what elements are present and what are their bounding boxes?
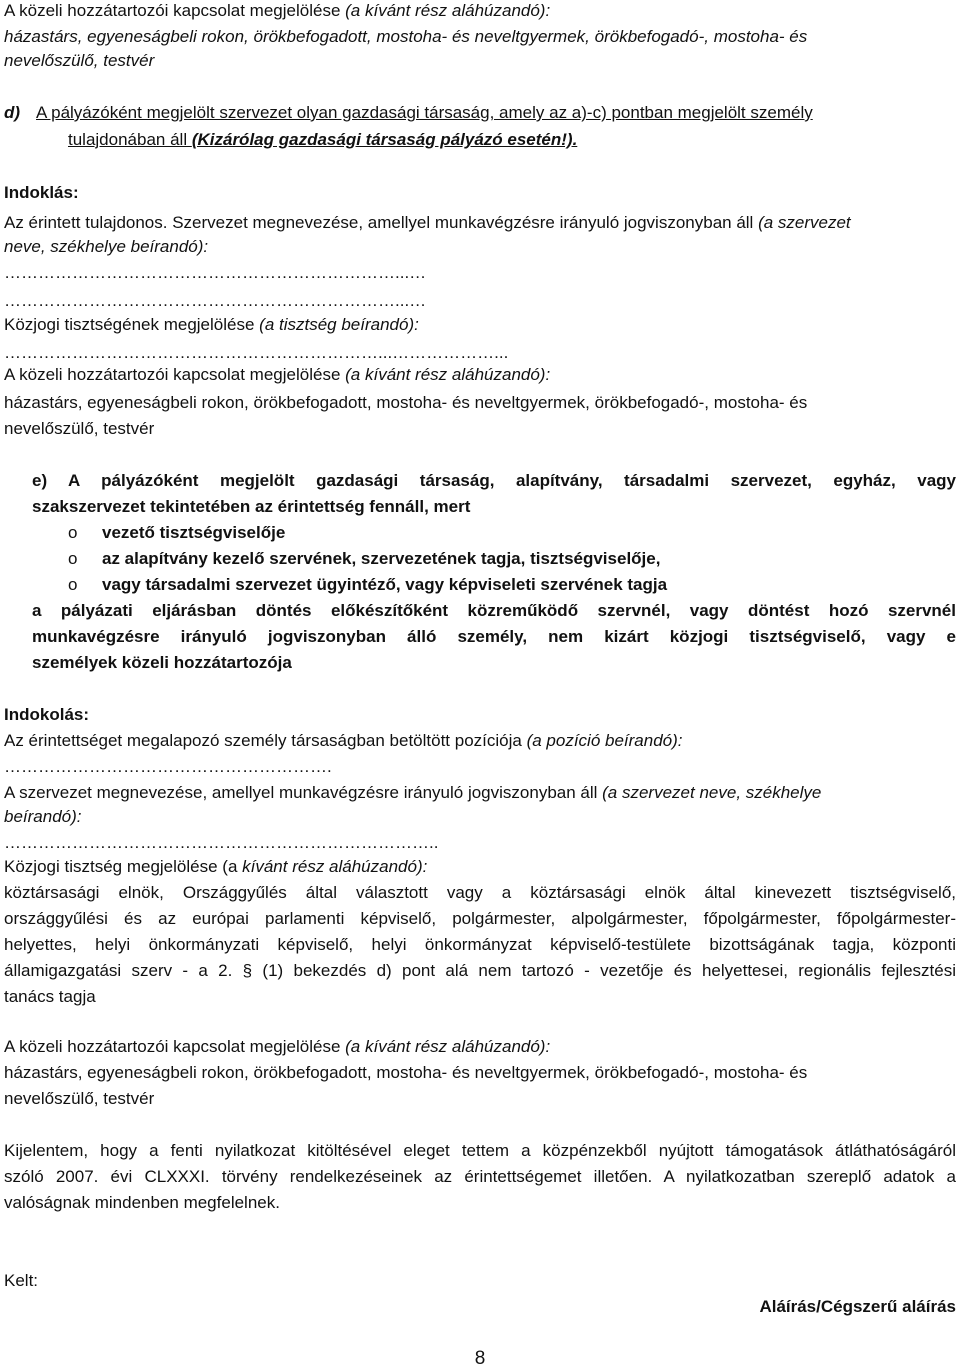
relation-options-line1: házastárs, egyeneságbeli rokon, örökbefogadott, mostoha- és neveltgyermek, örökbefogadó-, mostoha- és xyxy=(4,27,808,46)
declaration-line1: Kijelentem, hogy a fenti nyilatkozat kitöltésével eleget tettem a közpénzekből nyújtott támogatások átláthatóságáról xyxy=(4,1141,956,1160)
item-e-dots5: ………………………………………………………………….. xyxy=(4,833,439,852)
item-e-relation-text: A közeli hozzátartozói kapcsolat megjelölése xyxy=(4,1037,346,1056)
item-d-text2: tulajdonában áll xyxy=(68,130,192,149)
item-e-office-line2: országgyűlési és az európai parlamenti képviselő, polgármester, alpolgármester, főpolgármester, főpolgármester- xyxy=(4,909,956,928)
item-d-relation-line1: házastárs, egyeneságbeli rokon, örökbefogadott, mostoha- és neveltgyermek, örökbefogadó-, mostoha- és xyxy=(4,393,808,412)
item-e-relation-label xyxy=(4,1036,956,1058)
item-e-office-hint: kívánt rész aláhúzandó): xyxy=(242,857,428,876)
item-e-office-line5: tanács tagja xyxy=(4,987,96,1006)
item-d-office-hint: (a tisztség beírandó): xyxy=(259,315,419,334)
relation-label-text: A közeli hozzátartozói kapcsolat megjelölése xyxy=(4,1,346,20)
item-e-relation-line2: nevelőszülő, testvér xyxy=(4,1089,155,1108)
item-d-text: A pályázóként megjelölt szervezet olyan gazdasági társaság, amely az a)-c) pontban megjelölt személy xyxy=(36,103,813,122)
relation-hint: (a kívánt rész aláhúzandó): xyxy=(345,1,551,20)
item-e-office-line1: köztársasági elnök, Országgyűlés által választott vagy a köztársasági elnök által kinevezett tisztségviselő, xyxy=(4,883,956,902)
relation-options-line2: nevelőszülő, testvér xyxy=(4,51,155,70)
signature-label: Aláírás/Cégszerű aláírás xyxy=(759,1297,956,1316)
declaration-line2: szóló 2007. évi CLXXXI. törvény rendelkezéseinek az érintettségemet illetően. A nyilatkozatban szereplő adatok a xyxy=(4,1167,956,1186)
item-d-line1 xyxy=(4,102,956,124)
item-d-line2 xyxy=(68,129,956,151)
item-d-relation-label xyxy=(4,364,956,386)
item-d-org-hint-b: neve, székhelye beírandó): xyxy=(4,237,209,256)
item-e-line1: e) A pályázóként megjelölt gazdasági társaság, alapítvány, társadalmi szervezet, egyház, vagy xyxy=(32,471,956,490)
item-d-affected: Az érintett tulajdonos. xyxy=(4,213,168,232)
item-e-position-label: Az érintettséget megalapozó személy társaságban betöltött pozíciója xyxy=(4,731,527,750)
item-e-office-line3: helyettes, helyi önkormányzati képviselő, helyi önkormányzat képviselő-testülete bizottságának tagja, központi xyxy=(4,935,956,954)
item-e-org-line1 xyxy=(4,782,956,804)
page-number: 8 xyxy=(474,1348,486,1369)
item-e-tail3: személyek közeli hozzátartozója xyxy=(32,653,292,672)
item-e-line2: szakszervezet tekintetében az érintettség fennáll, mert xyxy=(32,497,471,516)
declaration-line3: valóságnak mindenben megfelelnek. xyxy=(4,1193,280,1212)
item-e-justification-label: Indokolás: xyxy=(4,705,90,724)
item-d-affected-line xyxy=(4,212,956,234)
item-e-bullet-3 xyxy=(0,574,960,596)
item-e-position-line xyxy=(4,730,956,752)
item-d-office-line xyxy=(4,314,956,336)
item-e-tail1: a pályázati eljárásban döntés előkészítőként közreműködő szervnél, vagy döntést hozó szervnél xyxy=(32,601,956,620)
bullet-mark: o xyxy=(68,523,78,542)
item-e-org-label: A szervezet megnevezése, amellyel munkavégzésre irányuló jogviszonyban áll xyxy=(4,783,603,802)
item-d-justification-label: Indoklás: xyxy=(4,183,79,202)
item-d-relation-text: A közeli hozzátartozói kapcsolat megjelölése xyxy=(4,365,346,384)
item-d-org-hint-a: (a szervezet xyxy=(758,213,851,232)
item-e-tail2: munkavégzésre irányuló jogviszonyban álló személy, nem kizárt közjogi tisztségviselő, vagy e xyxy=(32,627,956,646)
item-e-position-hint: (a pozíció beírandó): xyxy=(526,731,683,750)
item-d-restriction: (Kizárólag gazdasági társaság pályázó esetén!). xyxy=(191,130,578,149)
bullet-text: vagy társadalmi szervezet ügyintéző, vagy képviseleti szervének tagja xyxy=(102,575,668,594)
item-d-letter: d) xyxy=(4,103,21,122)
relation-label-top xyxy=(4,0,956,22)
item-e-org-hint: (a szervezet neve, székhelye xyxy=(602,783,822,802)
bullet-text: az alapítvány kezelő szervének, szervezetének tagja, tisztségviselője, xyxy=(102,549,661,568)
item-e-office-label-line xyxy=(4,856,956,878)
item-e-bullet-1 xyxy=(0,522,960,544)
bullet-text: vezető tisztségviselője xyxy=(102,523,286,542)
item-e-relation-hint: (a kívánt rész aláhúzandó): xyxy=(345,1037,551,1056)
item-e-dots4: …………………………………………………. xyxy=(4,757,332,776)
item-d-office-label: Közjogi tisztségének megjelölése xyxy=(4,315,260,334)
item-e-org-line2: beírandó): xyxy=(4,807,82,826)
item-d-relation-hint: (a kívánt rész aláhúzandó): xyxy=(345,365,551,384)
item-e-bullet-2 xyxy=(0,548,960,570)
item-e-office-label: Közjogi tisztség megjelölése (a xyxy=(4,857,243,876)
bullet-mark: o xyxy=(68,549,78,568)
item-e-relation-line1: házastárs, egyeneságbeli rokon, örökbefogadott, mostoha- és neveltgyermek, örökbefogadó-, mostoha- és xyxy=(4,1063,808,1082)
bullet-mark: o xyxy=(68,575,78,594)
item-d-org-label: Szervezet megnevezése, amellyel munkavégzésre irányuló jogviszonyban áll xyxy=(167,213,759,232)
date-label: Kelt: xyxy=(4,1271,39,1290)
item-e-office-line4: államigazgatási szerv - a 2. § (1) bekezdés d) pont alá nem tartozó - vezetője és helyettesei, regionális fejlesztési xyxy=(4,961,956,980)
item-d-dots1: ……………………………………………………………...… xyxy=(4,263,427,282)
item-d-dots3: …………………………………………………………...………………... xyxy=(4,343,509,362)
item-d-relation-line2: nevelőszülő, testvér xyxy=(4,419,155,438)
item-d-dots2: ……………………………………………………………...… xyxy=(4,291,427,310)
